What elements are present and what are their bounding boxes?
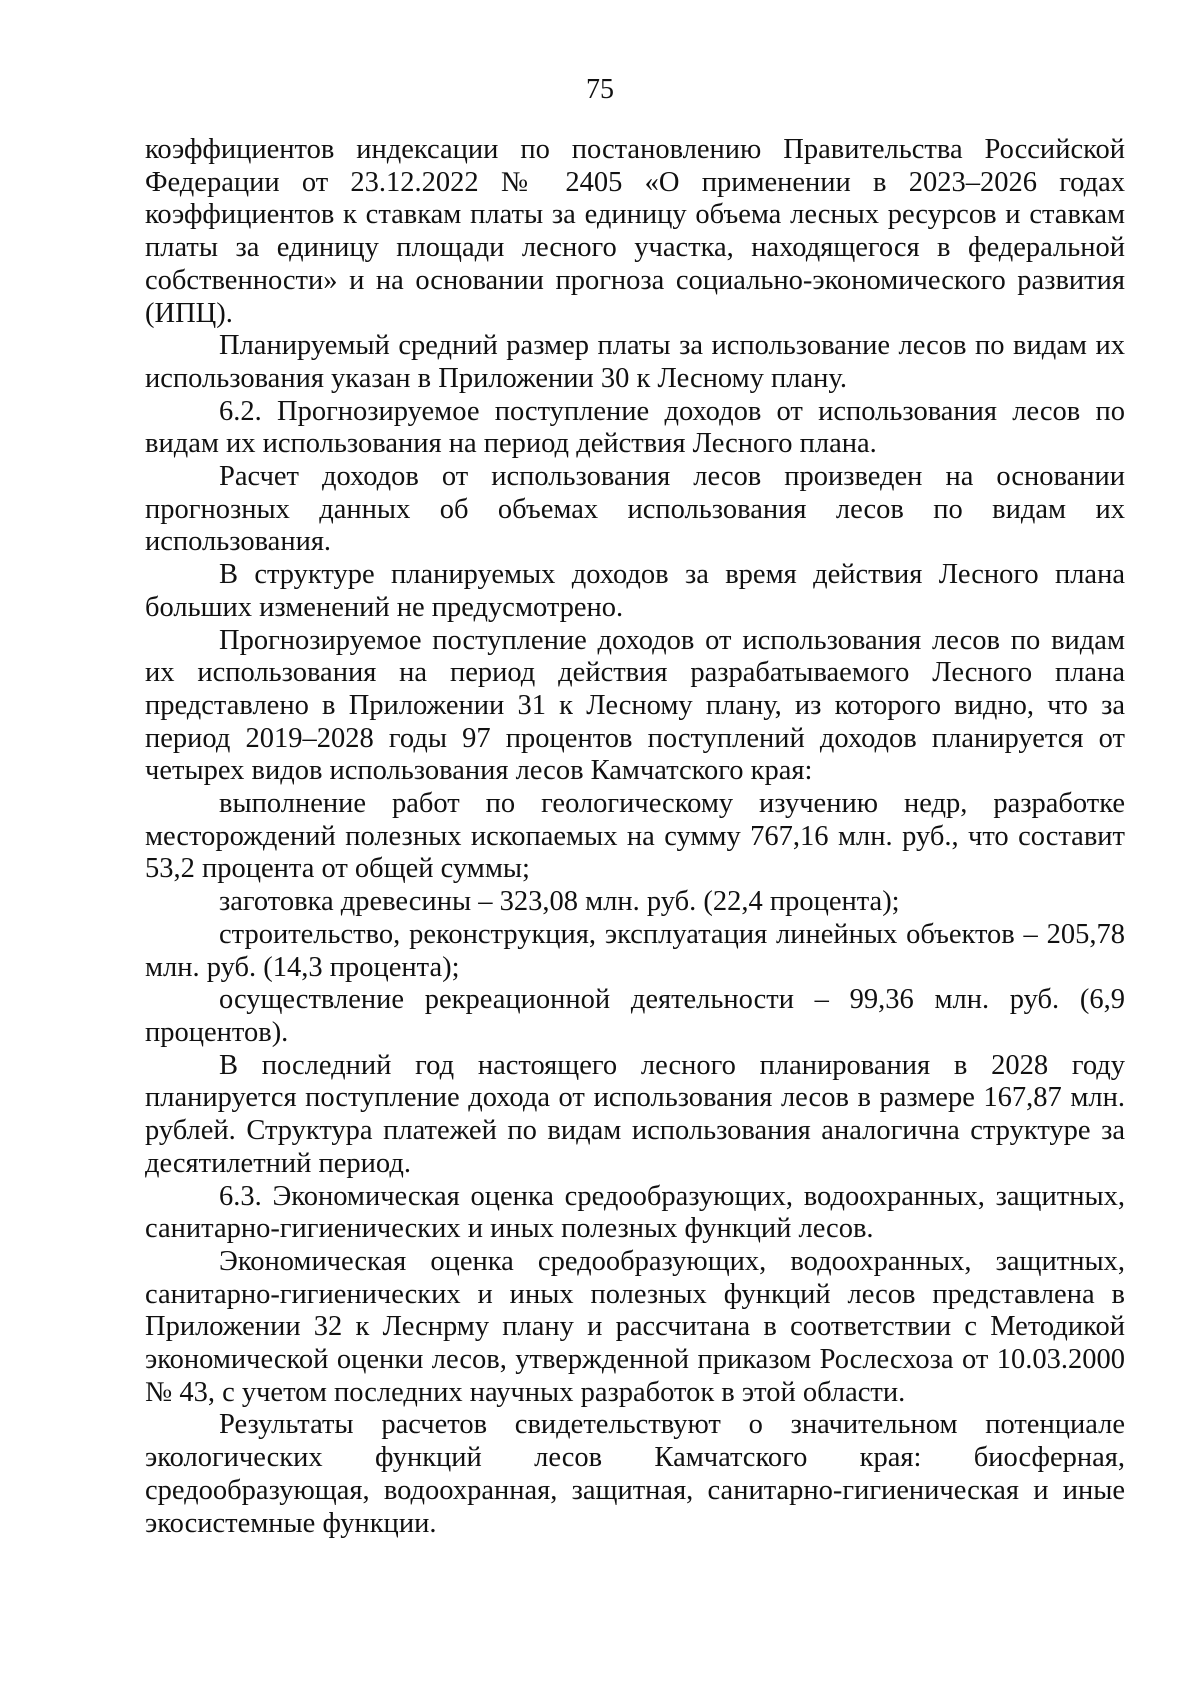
paragraph: заготовка древесины – 323,08 млн. руб. (22,4 процента); — [219, 886, 900, 918]
paragraph: Результаты расчетов свидетельствуют о значительном потенциале экологических функций лесов Камчатского края: биосферная, средообразующая, водоохранная, защитная, санитарно-гигиеническая и иные экосистемные функции. — [145, 1409, 1125, 1539]
paragraph: Прогнозируемое поступление доходов от использования лесов по видам их использования на период действия разрабатываемого Лесного плана представлено в Приложении 31 к Лесному плану, из которого видно, что за период 2019–2028 годы 97 процентов поступлений доходов планируется от четырех видов использования лесов Камчатского края: — [145, 624, 1125, 787]
paragraph: Расчет доходов от использования лесов произведен на основании прогнозных данных об объемах использования лесов по видам их использования. — [145, 461, 1125, 558]
paragraph: 6.2. Прогнозируемое поступление доходов от использования лесов по видам их использования на период действия Лесного плана. — [145, 395, 1125, 460]
paragraph: 6.3. Экономическая оценка средообразующих, водоохранных, защитных, санитарно-гигиенических и иных полезных функций лесов. — [145, 1180, 1125, 1245]
paragraph: осуществление рекреационной деятельности – 99,36 млн. руб. (6,9 процентов). — [145, 984, 1125, 1048]
paragraph: В последний год настоящего лесного планирования в 2028 году планируется поступление дохода от использования лесов в размере 167,87 млн. рублей. Структура платежей по видам использования аналогична структуре за десятилетний период. — [145, 1049, 1125, 1179]
document-body — [145, 134, 1125, 1540]
page-number: 75 — [586, 74, 614, 105]
paragraph: коэффициентов индексации по постановлению Правительства Российской Федерации от 23.12.2022 № 2405 «О применении в 2023–2026 годах коэффициентов к ставкам платы за единицу объема лесных ресурсов и ставкам платы за единицу площади лесного участка, находящегося в федеральной собственности» и на основании прогноза социально-экономического развития (ИПЦ). — [145, 134, 1125, 329]
paragraph: В структуре планируемых доходов за время действия Лесного плана больших изменений не предусмотрено. — [145, 559, 1125, 623]
paragraph: Экономическая оценка средообразующих, водоохранных, защитных, санитарно-гигиенических и иных полезных функций лесов представлена в Приложении 32 к Леснрму плану и рассчитана в соответствии с Методикой экономической оценки лесов, утвержденной приказом Рослесхоза от 10.03.2000 № 43, с учетом последних научных разработок в этой области. — [145, 1245, 1125, 1408]
paragraph: Планируемый средний размер платы за использование лесов по видам их использования указан в Приложении 30 к Лесному плану. — [145, 330, 1125, 394]
paragraph: выполнение работ по геологическому изучению недр, разработке месторождений полезных ископаемых на сумму 767,16 млн. руб., что составит 53,2 процента от общей суммы; — [145, 788, 1125, 885]
paragraph: строительство, реконструкция, эксплуатация линейных объектов – 205,78 млн. руб. (14,3 процента); — [145, 918, 1125, 983]
